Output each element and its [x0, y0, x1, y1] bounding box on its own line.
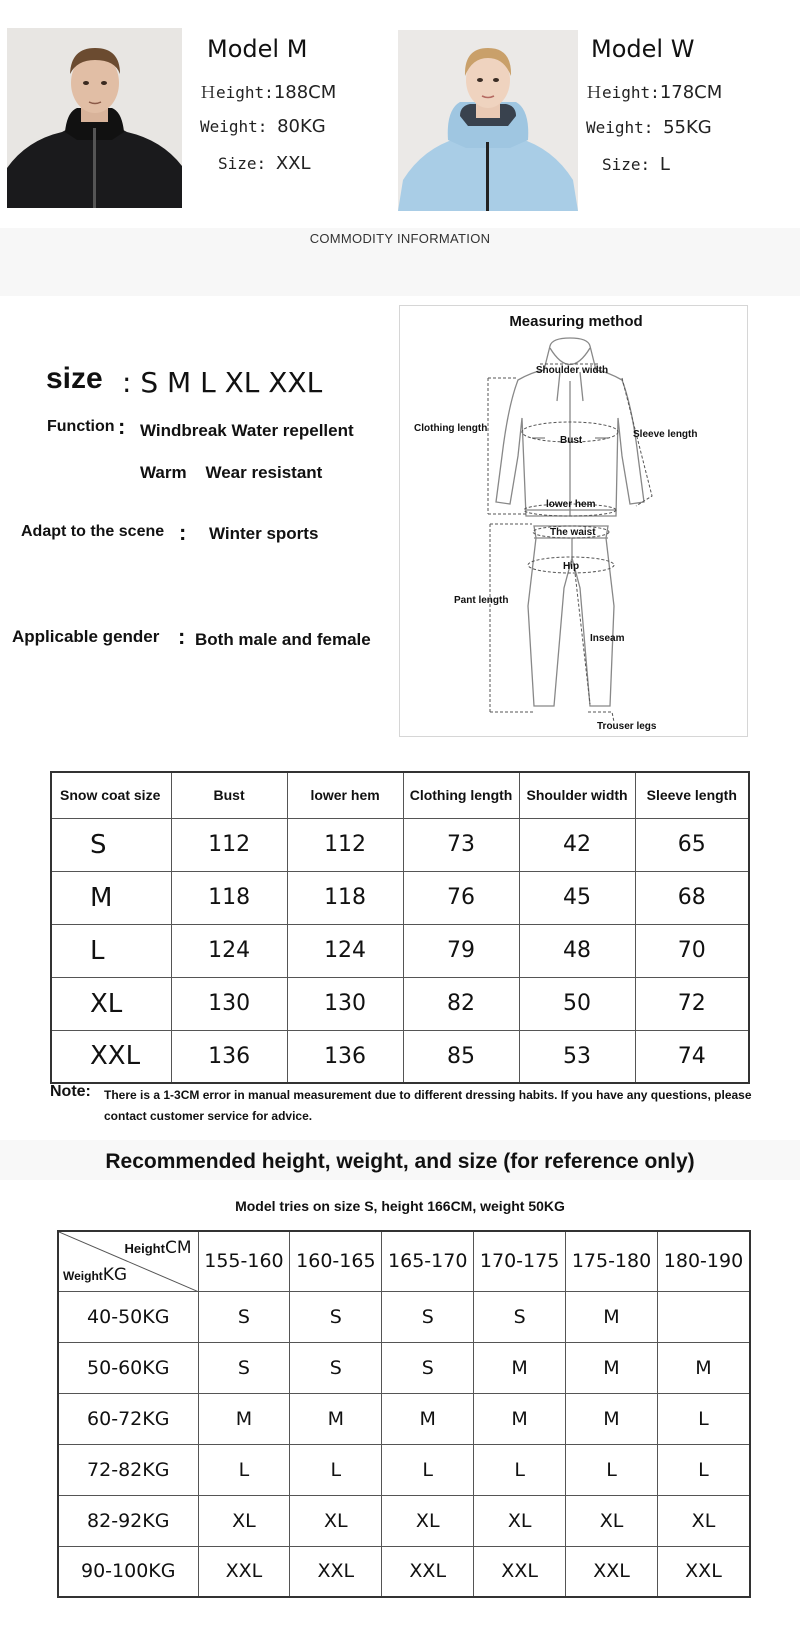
table-cell: XXL [657, 1546, 750, 1597]
function-colon: : [118, 414, 126, 439]
table-row [51, 924, 749, 977]
table-cell: S [198, 1342, 290, 1393]
table-cell: 112 [287, 818, 403, 871]
coat-size-table [50, 771, 750, 1084]
header-cell: Clothing length [403, 772, 519, 818]
table-cell: S [198, 1291, 290, 1342]
label-inseam: Inseam [590, 633, 625, 644]
corner-height: HeightCM [124, 1238, 192, 1258]
table-cell: S [290, 1291, 382, 1342]
measuring-diagram [399, 305, 748, 737]
table-cell: 42 [519, 818, 635, 871]
row-header-cell: 90-100KG [58, 1546, 198, 1597]
table-cell: M [566, 1393, 658, 1444]
model-m-name: Model M [207, 35, 308, 63]
table-row [51, 818, 749, 871]
table-cell: S [474, 1291, 566, 1342]
table-cell: M [51, 871, 171, 924]
header-cell: Shoulder width [519, 772, 635, 818]
table-cell: S [51, 818, 171, 871]
label-shoulder: Shoulder width [535, 365, 609, 376]
gender-colon: : [178, 624, 186, 649]
table-cell: 124 [287, 924, 403, 977]
table-cell: 48 [519, 924, 635, 977]
model-w-weight: Weight: 55KG [586, 117, 712, 138]
table-cell: 130 [171, 977, 287, 1030]
table-cell: M [657, 1342, 750, 1393]
label-lower-hem: lower hem [546, 499, 596, 510]
gender-label: Applicable gender [12, 627, 160, 646]
model-m-photo [7, 28, 182, 208]
corner-weight: WeightKG [63, 1264, 128, 1285]
table-row [58, 1495, 750, 1546]
table-cell: 82 [403, 977, 519, 1030]
table-cell: XXL [290, 1546, 382, 1597]
table-row [58, 1342, 750, 1393]
table-cell: 124 [171, 924, 287, 977]
label-clothing-length: Clothing length [414, 423, 488, 434]
header-cell: lower hem [287, 772, 403, 818]
model-m-height: Ｈeight:188CM [200, 82, 337, 103]
header-cell: 165-170 [382, 1231, 474, 1291]
table-cell: L [657, 1393, 750, 1444]
pants-outline-icon [528, 526, 614, 706]
recommend-title: Recommended height, weight, and size (for reference only) [105, 1150, 695, 1173]
table-cell: 68 [635, 871, 749, 924]
table-cell: XL [290, 1495, 382, 1546]
row-header-cell: 40-50KG [58, 1291, 198, 1342]
model-w-size: Size: L [602, 154, 670, 175]
label-bust: Bust [560, 435, 583, 446]
commodity-title: COMMODITY INFORMATION [309, 231, 491, 246]
row-header-cell: 60-72KG [58, 1393, 198, 1444]
table-row [58, 1546, 750, 1597]
table-cell: XXL [382, 1546, 474, 1597]
scene-colon: : [179, 520, 187, 545]
table-cell: 112 [171, 818, 287, 871]
table-cell: L [382, 1444, 474, 1495]
table-cell: 79 [403, 924, 519, 977]
table-cell: 70 [635, 924, 749, 977]
table-cell: 65 [635, 818, 749, 871]
table-cell: XXL [566, 1546, 658, 1597]
table-cell: S [290, 1342, 382, 1393]
table-cell: M [474, 1342, 566, 1393]
scene-value: Winter sports [209, 524, 319, 543]
table-cell: XL [198, 1495, 290, 1546]
header-cell: 155-160 [198, 1231, 290, 1291]
table-cell: M [566, 1342, 658, 1393]
size-value: : S M L XL XXL [122, 366, 323, 399]
table-cell: XXL [474, 1546, 566, 1597]
table-row [58, 1444, 750, 1495]
label-waist: The waist [550, 527, 596, 538]
table-cell: S [382, 1291, 474, 1342]
table-cell: 50 [519, 977, 635, 1030]
table-cell: M [474, 1393, 566, 1444]
model-w-height: Ｈeight:178CM [586, 82, 723, 103]
recommend-subtitle: Model tries on size S, height 166CM, weight 50KG [235, 1198, 565, 1214]
note-label: Note: [50, 1083, 91, 1100]
row-header-cell: 82-92KG [58, 1495, 198, 1546]
header-cell: Snow coat size [51, 772, 171, 818]
label-trouser-legs: Trouser legs [597, 721, 657, 732]
table-cell: M [290, 1393, 382, 1444]
table-row [51, 871, 749, 924]
table-cell: XXL [198, 1546, 290, 1597]
header-cell: 160-165 [290, 1231, 382, 1291]
row-header-cell: 72-82KG [58, 1444, 198, 1495]
table-header-row [51, 772, 749, 818]
table-cell: XL [474, 1495, 566, 1546]
header-cell: 180-190 [657, 1231, 750, 1291]
table-cell: L [566, 1444, 658, 1495]
table-cell: 136 [171, 1030, 287, 1083]
table-cell: 72 [635, 977, 749, 1030]
table-cell: M [198, 1393, 290, 1444]
label-hip: Hip [563, 561, 580, 572]
table-row [58, 1393, 750, 1444]
table-cell: L [657, 1444, 750, 1495]
table-cell: M [382, 1393, 474, 1444]
model-w-name: Model W [591, 35, 695, 63]
label-pant-length: Pant length [454, 595, 509, 606]
table-cell: 118 [171, 871, 287, 924]
table-cell: XXL [51, 1030, 171, 1083]
table-cell: L [290, 1444, 382, 1495]
table-cell: XL [566, 1495, 658, 1546]
table-cell: 118 [287, 871, 403, 924]
recommend-size-table [57, 1230, 751, 1598]
table-cell: 136 [287, 1030, 403, 1083]
table-cell: XL [382, 1495, 474, 1546]
table-cell: L [51, 924, 171, 977]
table-row [51, 977, 749, 1030]
function-value-1: Windbreak Water repellent [140, 421, 354, 440]
table-cell: 73 [403, 818, 519, 871]
table-cell: 53 [519, 1030, 635, 1083]
function-label: Function [47, 418, 115, 435]
table-header-row [58, 1231, 750, 1291]
diagram-title: Measuring method [509, 313, 643, 330]
table-cell: XL [657, 1495, 750, 1546]
table-cell: 130 [287, 977, 403, 1030]
table-corner-cell [58, 1231, 198, 1291]
model-w-photo [398, 30, 578, 211]
table-cell: XL [51, 977, 171, 1030]
scene-label: Adapt to the scene [21, 523, 165, 540]
row-header-cell: 50-60KG [58, 1342, 198, 1393]
table-cell: 85 [403, 1030, 519, 1083]
table-cell: 45 [519, 871, 635, 924]
table-cell: S [382, 1342, 474, 1393]
note-text: There is a 1-3CM error in manual measurement due to different dressing habits. If you have any questions, please contact customer service for advice. [104, 1088, 752, 1123]
table-cell: L [198, 1444, 290, 1495]
header-cell: 175-180 [566, 1231, 658, 1291]
model-m-weight: Weight: 80KG [200, 116, 326, 137]
function-value-2: Warm Wear resistant [140, 463, 323, 482]
table-row [58, 1291, 750, 1342]
table-cell: L [474, 1444, 566, 1495]
model-m-size: Size: XXL [218, 153, 311, 174]
table-cell: 74 [635, 1030, 749, 1083]
header-cell: 170-175 [474, 1231, 566, 1291]
table-cell [657, 1291, 750, 1342]
gender-value: Both male and female [195, 630, 371, 649]
label-sleeve: Sleeve length [633, 429, 698, 440]
header-cell: Bust [171, 772, 287, 818]
size-label: size [46, 362, 103, 395]
table-cell: M [566, 1291, 658, 1342]
table-cell: 76 [403, 871, 519, 924]
header-cell: Sleeve length [635, 772, 749, 818]
table-row [51, 1030, 749, 1083]
